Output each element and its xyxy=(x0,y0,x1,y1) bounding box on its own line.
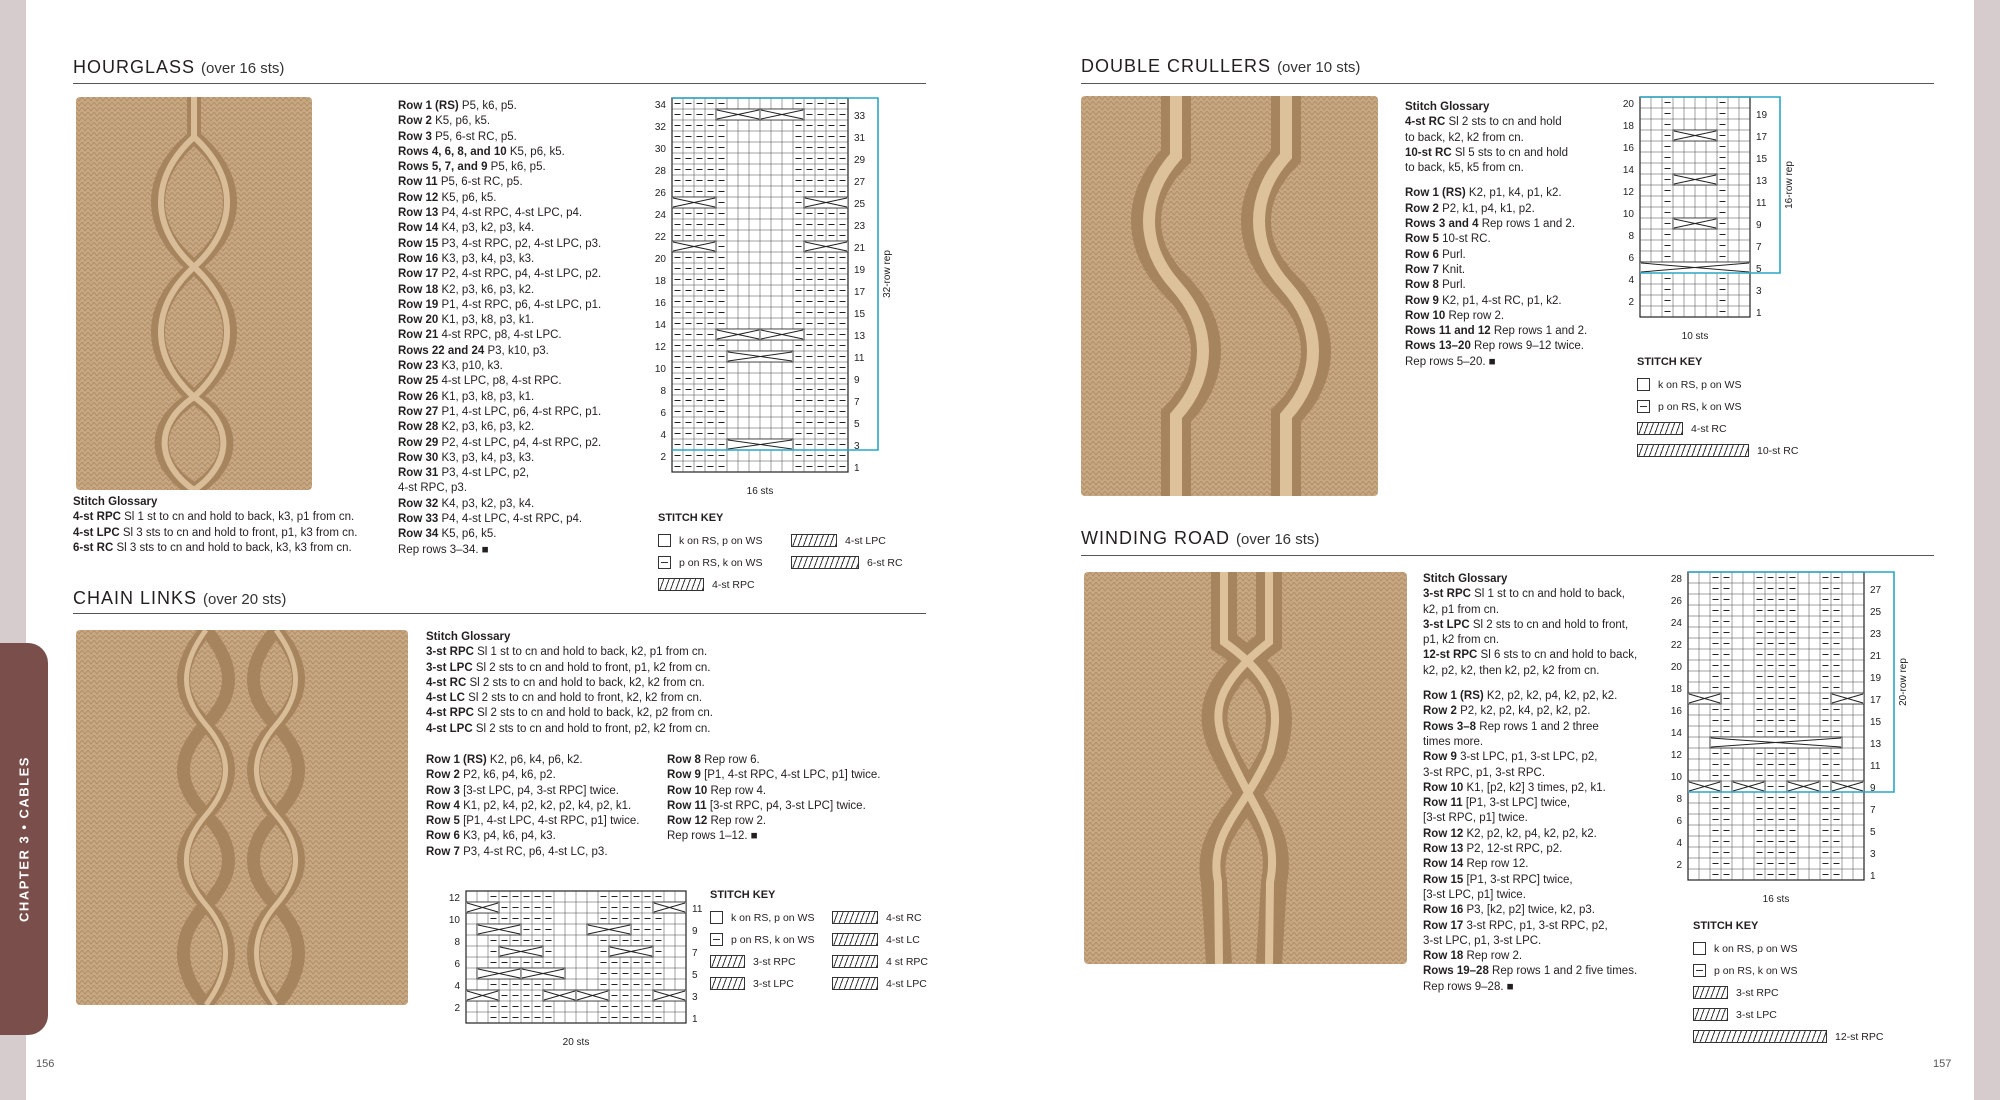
cable-symbol-icon xyxy=(791,534,837,547)
row-number-right: 5 xyxy=(1756,264,1762,275)
chart-width-label: 20 sts xyxy=(562,1037,590,1048)
row-number-right: 1 xyxy=(1756,308,1762,319)
instruction-line: Row 12 K2, p2, k2, p4, k2, p2, k2. xyxy=(1423,827,1597,840)
row-number-right: 13 xyxy=(1870,739,1882,750)
glossary-line: 4-st LPC Sl 2 sts to cn and hold to front, p2, k2 from cn. xyxy=(426,722,711,735)
heading-rule xyxy=(73,83,926,84)
cable-symbol-icon xyxy=(1637,422,1683,435)
instruction-line: Row 12 Rep row 2. xyxy=(667,815,767,828)
key-item-4st-lpc: 4-st LPC xyxy=(832,977,927,990)
chain-links-swatch-photo xyxy=(76,630,408,1005)
key-item-purl: p on RS, k on WS xyxy=(1693,964,1797,977)
instruction-line: Row 7 Knit. xyxy=(1405,263,1466,276)
instruction-line: Row 9 K2, p1, 4-st RC, p1, k2. xyxy=(1405,294,1562,307)
row-number-right: 11 xyxy=(692,904,703,915)
glossary-line: 3-st RPC Sl 1 st to cn and hold to back, xyxy=(1423,588,1626,601)
row-number-left: 24 xyxy=(1670,618,1682,629)
instruction-line: [3-st LPC, p1] twice. xyxy=(1423,888,1526,901)
instruction-line: [3-st RPC, p1] twice. xyxy=(1423,812,1528,825)
instruction-line: Row 32 K4, p3, k2, p3, k4. xyxy=(398,497,535,510)
instruction-line: Row 19 P1, 4-st RPC, p6, 4-st LPC, p1. xyxy=(398,298,602,311)
row-number-left: 6 xyxy=(454,959,460,970)
row-number-right: 27 xyxy=(854,177,866,188)
instruction-line: Row 6 K3, p4, k6, p4, k3. xyxy=(426,830,556,843)
instruction-line: Row 11 P5, 6-st RC, p5. xyxy=(398,176,523,189)
cable-symbol-icon xyxy=(1693,1008,1728,1021)
row-number-right: 7 xyxy=(854,397,860,408)
row-number-left: 18 xyxy=(654,276,666,287)
glossary-line: 4-st RPC Sl 2 sts to cn and hold to back, k2, p2 from cn. xyxy=(426,707,714,720)
instruction-line: Row 1 (RS) K2, p1, k4, p1, k2. xyxy=(1405,187,1562,200)
chart-width-label: 16 sts xyxy=(1762,894,1790,905)
instruction-line: Row 17 3-st RPC, p1, 3-st RPC, p2, xyxy=(1423,919,1608,932)
instruction-line: Row 31 P3, 4-st LPC, p2, xyxy=(398,467,530,480)
instruction-line: Rows 4, 6, 8, and 10 K5, p6, k5. xyxy=(398,145,565,158)
key-item-purl: p on RS, k on WS xyxy=(1637,400,1741,413)
row-number-left: 2 xyxy=(1628,297,1634,308)
instruction-line: Row 20 K1, p3, k8, p3, k1. xyxy=(398,314,535,327)
key-item-3st-lpc: 3-st LPC xyxy=(1693,1008,1777,1021)
chain-links-chart xyxy=(444,891,738,1051)
purl-symbol-icon xyxy=(710,933,723,946)
key-item-12st-rpc: 12-st RPC xyxy=(1693,1030,1883,1043)
cable-symbol-icon xyxy=(832,933,878,946)
instruction-line: Row 14 K4, p3, k2, p3, k4. xyxy=(398,222,535,235)
row-number-left: 14 xyxy=(1670,728,1682,739)
chapter-tab-label: CHAPTER 3 • CABLES xyxy=(16,756,32,922)
row-number-left: 2 xyxy=(454,1003,460,1014)
glossary-title: Stitch Glossary xyxy=(1405,101,1490,113)
key-item-3st-rpc: 3-st RPC xyxy=(710,955,796,968)
glossary-line: k2, p2, k2, then k2, p2, k2 from cn. xyxy=(1423,664,1600,677)
row-number-right: 21 xyxy=(1870,651,1882,662)
double-crullers-stitch-key xyxy=(1637,356,1857,457)
cable-symbol-icon xyxy=(710,977,745,990)
row-number-right: 23 xyxy=(1870,629,1882,640)
instruction-line: Row 3 [3-st LPC, p4, 3-st RPC] twice. xyxy=(426,784,620,797)
glossary-line: 3-st LPC Sl 2 sts to cn and hold to front, p1, k2 from cn. xyxy=(426,661,711,674)
instruction-line: Row 21 4-st RPC, p8, 4-st LPC. xyxy=(398,329,562,342)
row-number-left: 20 xyxy=(1622,99,1634,110)
chart-width-label: 10 sts xyxy=(1681,331,1709,342)
row-number-right: 17 xyxy=(1756,132,1768,143)
row-number-right: 13 xyxy=(1756,176,1768,187)
double-crullers-chart xyxy=(1618,97,1802,345)
instruction-line: Rows 19–28 Rep rows 1 and 2 five times. xyxy=(1423,965,1638,978)
key-item-6st-rc: 6-st RC xyxy=(791,556,903,569)
row-number-right: 21 xyxy=(854,243,866,254)
instruction-line: Rep rows 9–28. ■ xyxy=(1423,980,1514,993)
chain-links-instructions-col2 xyxy=(667,753,880,845)
hourglass-stitch-key xyxy=(658,512,938,592)
instruction-line: Row 16 P3, [k2, p2] twice, k2, p3. xyxy=(1423,904,1595,917)
chain-links-section xyxy=(73,588,929,1048)
row-number-right: 27 xyxy=(1870,585,1882,596)
instruction-line: 4-st RPC, p3. xyxy=(398,482,468,495)
chain-links-instructions-col1 xyxy=(426,753,639,860)
row-number-right: 1 xyxy=(854,463,860,474)
instruction-line: Row 1 (RS) K2, p6, k4, p6, k2. xyxy=(426,754,583,766)
row-number-right: 17 xyxy=(854,287,866,298)
row-number-left: 30 xyxy=(654,144,666,155)
instruction-line: Row 11 [P1, 3-st LPC] twice, xyxy=(1423,797,1571,810)
row-number-right: 15 xyxy=(1756,154,1768,165)
instruction-line: times more. xyxy=(1423,735,1484,748)
winding-road-title: WINDING ROAD xyxy=(1081,528,1230,548)
row-number-left: 18 xyxy=(1622,121,1634,132)
instruction-line: Rows 3 and 4 Rep rows 1 and 2. xyxy=(1405,218,1576,231)
knit-symbol-icon xyxy=(710,911,723,924)
cable-symbol-icon xyxy=(1637,444,1749,457)
right-page xyxy=(1000,0,2000,1100)
instruction-line: Row 7 P3, 4-st RC, p6, 4-st LC, p3. xyxy=(426,845,608,858)
purl-symbol-icon xyxy=(1693,964,1706,977)
instruction-line: Rep rows 3–34. ■ xyxy=(398,543,489,556)
glossary-line: 3-st RPC Sl 1 st to cn and hold to back, k2, p1 from cn. xyxy=(426,646,708,659)
stitch-chart-svg xyxy=(1618,97,1802,345)
hourglass-subtitle: (over 16 sts) xyxy=(201,60,285,77)
row-number-right: 1 xyxy=(1870,871,1876,882)
row-number-right: 5 xyxy=(1870,827,1876,838)
chapter-tab xyxy=(0,643,48,1035)
cable-symbol-icon xyxy=(710,955,745,968)
winding-road-text xyxy=(1423,572,1637,995)
row-number-right: 7 xyxy=(1756,242,1762,253)
row-number-left: 2 xyxy=(1676,860,1682,871)
instruction-line: Row 1 (RS) P5, k6, p5. xyxy=(398,100,517,112)
cable-symbol-icon xyxy=(832,911,878,924)
row-number-left: 12 xyxy=(654,342,666,353)
instruction-line: Row 12 K5, p6, k5. xyxy=(398,191,497,204)
key-item-purl: p on RS, k on WS xyxy=(658,556,762,569)
row-number-left: 8 xyxy=(454,937,460,948)
row-number-left: 6 xyxy=(660,408,666,419)
glossary-line: 6-st RC Sl 3 sts to cn and hold to back, k3, k3 from cn. xyxy=(73,541,352,554)
row-number-left: 32 xyxy=(654,122,666,133)
instruction-line: Rows 11 and 12 Rep rows 1 and 2. xyxy=(1405,325,1588,338)
key-item-10st-rc: 10-st RC xyxy=(1637,444,1798,457)
repeat-label: 16-row rep xyxy=(1784,161,1795,209)
instruction-line: Row 4 K1, p2, k4, p2, k2, p2, k4, p2, k1. xyxy=(426,799,632,812)
row-number-left: 4 xyxy=(1628,275,1634,286)
instruction-line: Row 3 P5, 6-st RC, p5. xyxy=(398,130,517,143)
glossary-line: 10-st RC Sl 5 sts to cn and hold xyxy=(1405,146,1569,159)
stitch-key-title: STITCH KEY xyxy=(710,889,776,901)
chain-links-title: CHAIN LINKS xyxy=(73,588,198,608)
row-number-right: 17 xyxy=(1870,695,1882,706)
instruction-line: Row 8 Rep row 6. xyxy=(667,754,760,766)
row-number-left: 34 xyxy=(654,100,666,111)
row-number-left: 14 xyxy=(654,320,666,331)
row-number-left: 18 xyxy=(1670,684,1682,695)
cable-symbol-icon xyxy=(1693,986,1728,999)
instruction-line: Rows 5, 7, and 9 P5, k6, p5. xyxy=(398,161,546,174)
row-number-left: 4 xyxy=(660,430,666,441)
knit-symbol-icon xyxy=(1693,942,1706,955)
instruction-line: Row 33 P4, 4-st LPC, 4-st RPC, p4. xyxy=(398,513,583,526)
stitch-key-title: STITCH KEY xyxy=(658,512,724,524)
instruction-line: Rows 3–8 Rep rows 1 and 2 three xyxy=(1423,720,1599,733)
winding-road-subtitle: (over 16 sts) xyxy=(1236,531,1320,548)
key-item-3st-rpc: 3-st RPC xyxy=(1693,986,1779,999)
glossary-line: p1, k2 from cn. xyxy=(1423,634,1500,647)
row-number-left: 16 xyxy=(1670,706,1682,717)
heading-rule xyxy=(73,613,926,614)
repeat-label: 32-row rep xyxy=(882,250,893,298)
instruction-line: Row 10 Rep row 4. xyxy=(667,784,767,797)
instruction-line: Rep rows 1–12. ■ xyxy=(667,830,758,843)
row-number-right: 3 xyxy=(692,992,698,1003)
glossary-title: Stitch Glossary xyxy=(1423,573,1508,585)
hourglass-title: HOURGLASS xyxy=(73,57,196,77)
glossary-title: Stitch Glossary xyxy=(426,631,511,643)
row-number-left: 2 xyxy=(660,452,666,463)
key-item-knit: k on RS, p on WS xyxy=(658,534,762,547)
row-number-right: 11 xyxy=(854,353,865,364)
instruction-line: Row 9 3-st LPC, p1, 3-st LPC, p2, xyxy=(1423,751,1598,764)
row-number-right: 19 xyxy=(854,265,866,276)
row-number-right: 23 xyxy=(854,221,866,232)
row-number-right: 7 xyxy=(1870,805,1876,816)
chart-width-label: 16 sts xyxy=(746,486,774,497)
row-number-left: 20 xyxy=(654,254,666,265)
row-number-left: 10 xyxy=(654,364,666,375)
instruction-line: Row 25 4-st LPC, p8, 4-st RPC. xyxy=(398,375,562,388)
row-number-right: 29 xyxy=(854,155,866,166)
row-number-left: 12 xyxy=(1622,187,1634,198)
instruction-line: Row 27 P1, 4-st LPC, p6, 4-st RPC, p1. xyxy=(398,405,602,418)
hourglass-heading xyxy=(73,57,284,78)
purl-symbol-icon xyxy=(658,556,671,569)
row-number-right: 15 xyxy=(854,309,866,320)
instruction-line: Row 30 K3, p3, k4, p3, k3. xyxy=(398,451,535,464)
instruction-line: Row 8 Purl. xyxy=(1405,279,1466,292)
chain-links-heading xyxy=(73,588,286,609)
instruction-line: Row 23 K3, p10, k3. xyxy=(398,360,503,373)
double-crullers-title: DOUBLE CRULLERS xyxy=(1081,56,1272,76)
double-crullers-section xyxy=(1081,56,1934,516)
instruction-line: Row 15 [P1, 3-st RPC] twice, xyxy=(1423,873,1573,886)
double-crullers-text xyxy=(1405,100,1587,370)
instruction-line: Row 5 10-st RC. xyxy=(1405,233,1491,246)
glossary-line: k2, p1 from cn. xyxy=(1423,603,1500,616)
instruction-line: Row 28 K2, p3, k6, p3, k2. xyxy=(398,421,535,434)
instruction-line: Row 2 K5, p6, k5. xyxy=(398,115,491,128)
key-item-4st-rc: 4-st RC xyxy=(832,911,922,924)
row-number-left: 12 xyxy=(1670,750,1682,761)
instruction-line: Row 6 Purl. xyxy=(1405,248,1466,261)
row-number-left: 8 xyxy=(660,386,666,397)
instruction-line: Rep rows 5–20. ■ xyxy=(1405,355,1496,368)
heading-rule xyxy=(1081,555,1934,556)
winding-road-section xyxy=(1081,528,1934,1058)
row-number-right: 11 xyxy=(1756,198,1767,209)
page-number-left: 156 xyxy=(36,1058,55,1070)
row-number-left: 4 xyxy=(454,981,460,992)
instruction-line: Row 29 P2, 4-st LPC, p4, 4-st RPC, p2. xyxy=(398,436,602,449)
key-item-4st-lc: 4-st LC xyxy=(832,933,920,946)
instruction-line: Row 15 P3, 4-st RPC, p2, 4-st LPC, p3. xyxy=(398,237,602,250)
glossary-line: 12-st RPC Sl 6 sts to cn and hold to back, xyxy=(1423,649,1638,662)
row-number-left: 8 xyxy=(1628,231,1634,242)
instruction-line: Row 18 K2, p3, k6, p3, k2. xyxy=(398,283,535,296)
row-number-left: 24 xyxy=(654,210,666,221)
double-crullers-swatch-photo xyxy=(1081,96,1378,496)
row-number-left: 4 xyxy=(1676,838,1682,849)
hourglass-instructions xyxy=(398,99,601,558)
key-item-purl: p on RS, k on WS xyxy=(710,933,814,946)
row-number-left: 28 xyxy=(1670,574,1682,585)
row-number-left: 28 xyxy=(654,166,666,177)
row-number-left: 22 xyxy=(1670,640,1682,651)
row-number-left: 14 xyxy=(1622,165,1634,176)
instruction-line: Row 26 K1, p3, k8, p3, k1. xyxy=(398,390,535,403)
row-number-left: 26 xyxy=(654,188,666,199)
row-number-right: 5 xyxy=(854,419,860,430)
row-number-right: 25 xyxy=(1870,607,1882,618)
key-item-knit: k on RS, p on WS xyxy=(1693,942,1797,955)
winding-road-stitch-key xyxy=(1693,920,1933,1050)
glossary-line: to back, k2, k2 from cn. xyxy=(1405,131,1524,144)
row-number-left: 10 xyxy=(1622,209,1634,220)
winding-road-heading xyxy=(1081,528,1319,549)
hourglass-section xyxy=(73,57,926,591)
key-item-3st-lpc: 3-st LPC xyxy=(710,977,794,990)
instruction-line: Row 16 K3, p3, k4, p3, k3. xyxy=(398,252,535,265)
heading-rule xyxy=(1081,83,1934,84)
instruction-line: Row 1 (RS) K2, p2, k2, p4, k2, p2, k2. xyxy=(1423,690,1618,703)
knit-symbol-icon xyxy=(658,534,671,547)
row-number-left: 12 xyxy=(448,893,460,904)
key-item-4st-rpc: 4-st RPC xyxy=(658,578,755,591)
row-number-right: 15 xyxy=(1870,717,1882,728)
instruction-line: Row 14 Rep row 12. xyxy=(1423,858,1529,871)
row-number-left: 22 xyxy=(654,232,666,243)
instruction-line: Rows 22 and 24 P3, k10, p3. xyxy=(398,344,549,357)
row-number-right: 5 xyxy=(692,970,698,981)
glossary-line: 3-st LPC Sl 2 sts to cn and hold to front, xyxy=(1423,618,1629,631)
instruction-line: Row 18 Rep row 2. xyxy=(1423,950,1523,963)
glossary-line: 4-st RC Sl 2 sts to cn and hold to back, k2, k2 from cn. xyxy=(426,676,705,689)
row-number-left: 26 xyxy=(1670,596,1682,607)
row-number-right: 19 xyxy=(1870,673,1882,684)
chain-links-subtitle: (over 20 sts) xyxy=(203,591,287,608)
row-number-right: 31 xyxy=(854,133,866,144)
stitch-chart-svg xyxy=(1666,572,1916,908)
hourglass-chart xyxy=(650,98,900,500)
instruction-line: Row 5 [P1, 4-st LPC, 4-st RPC, p1] twice. xyxy=(426,815,640,828)
instruction-line: 3-st RPC, p1, 3-st RPC. xyxy=(1423,766,1546,779)
instruction-line: Row 2 P2, k1, p4, k1, p2. xyxy=(1405,202,1535,215)
hourglass-glossary xyxy=(73,495,357,556)
instruction-line: Row 11 [3-st RPC, p4, 3-st LPC] twice. xyxy=(667,799,866,812)
instruction-line: 3-st LPC, p1, 3-st LPC. xyxy=(1423,934,1542,947)
row-number-left: 20 xyxy=(1670,662,1682,673)
instruction-line: Row 2 P2, k6, p4, k6, p2. xyxy=(426,769,556,782)
glossary-title: Stitch Glossary xyxy=(73,496,158,508)
instruction-line: Row 9 [P1, 4-st RPC, 4-st LPC, p1] twice. xyxy=(667,769,881,782)
stitch-key-title: STITCH KEY xyxy=(1637,356,1703,368)
row-number-right: 9 xyxy=(854,375,860,386)
chain-links-glossary xyxy=(426,630,713,737)
instruction-line: Row 17 P2, 4-st RPC, p4, 4-st LPC, p2. xyxy=(398,268,602,281)
cable-symbol-icon xyxy=(832,955,878,968)
cable-symbol-icon xyxy=(1693,1030,1827,1043)
winding-road-swatch-photo xyxy=(1084,572,1407,964)
key-item-4st-rc: 4-st RC xyxy=(1637,422,1727,435)
row-number-left: 8 xyxy=(1676,794,1682,805)
row-number-left: 16 xyxy=(1622,143,1634,154)
row-number-right: 25 xyxy=(854,199,866,210)
row-number-left: 6 xyxy=(1628,253,1634,264)
instruction-line: Row 2 P2, k2, p2, k4, p2, k2, p2. xyxy=(1423,705,1591,718)
chain-links-stitch-key xyxy=(710,889,950,999)
page-number-right: 157 xyxy=(1933,1058,1952,1070)
repeat-label: 20-row rep xyxy=(1898,658,1909,706)
instruction-line: Row 34 K5, p6, k5. xyxy=(398,528,497,541)
winding-road-chart xyxy=(1666,572,1916,908)
key-item-4st-rpc: 4 st RPC xyxy=(832,955,928,968)
instruction-line: Rows 13–20 Rep rows 9–12 twice. xyxy=(1405,340,1584,353)
knit-symbol-icon xyxy=(1637,378,1650,391)
key-item-4st-lpc: 4-st LPC xyxy=(791,534,886,547)
instruction-line: Row 13 P4, 4-st RPC, 4-st LPC, p4. xyxy=(398,207,583,220)
row-number-left: 10 xyxy=(448,915,460,926)
row-number-left: 6 xyxy=(1676,816,1682,827)
row-number-right: 1 xyxy=(692,1014,698,1025)
glossary-line: 4-st RC Sl 2 sts to cn and hold xyxy=(1405,116,1562,129)
key-item-knit: k on RS, p on WS xyxy=(710,911,814,924)
glossary-line: 4-st LC Sl 2 sts to cn and hold to front, k2, k2 from cn. xyxy=(426,692,703,705)
row-number-right: 3 xyxy=(854,441,860,452)
row-number-right: 33 xyxy=(854,111,866,122)
row-number-right: 7 xyxy=(692,948,698,959)
instruction-line: Row 13 P2, 12-st RPC, p2. xyxy=(1423,843,1563,856)
glossary-line: 4-st RPC Sl 1 st to cn and hold to back, k3, p1 from cn. xyxy=(73,511,355,524)
hourglass-swatch-photo xyxy=(76,97,312,490)
stitch-key-title: STITCH KEY xyxy=(1693,920,1759,932)
row-number-right: 9 xyxy=(1870,783,1876,794)
row-number-left: 10 xyxy=(1670,772,1682,783)
row-number-right: 3 xyxy=(1870,849,1876,860)
instruction-line: Row 10 K1, [p2, k2] 3 times, p2, k1. xyxy=(1423,781,1606,794)
row-number-left: 16 xyxy=(654,298,666,309)
row-number-right: 9 xyxy=(1756,220,1762,231)
page-edge xyxy=(1974,0,2000,1100)
purl-symbol-icon xyxy=(1637,400,1650,413)
row-number-right: 13 xyxy=(854,331,866,342)
row-number-right: 9 xyxy=(692,926,698,937)
glossary-line: to back, k5, k5 from cn. xyxy=(1405,162,1524,175)
glossary-line: 4-st LPC Sl 3 sts to cn and hold to front, p1, k3 from cn. xyxy=(73,526,358,539)
cable-symbol-icon xyxy=(832,977,878,990)
stitch-chart-svg xyxy=(650,98,900,500)
key-item-knit: k on RS, p on WS xyxy=(1637,378,1741,391)
double-crullers-subtitle: (over 10 sts) xyxy=(1277,59,1361,76)
stitch-chart-svg xyxy=(444,891,738,1051)
row-number-right: 19 xyxy=(1756,110,1768,121)
row-number-right: 3 xyxy=(1756,286,1762,297)
cable-symbol-icon xyxy=(791,556,859,569)
double-crullers-heading xyxy=(1081,56,1360,77)
instruction-line: Row 10 Rep row 2. xyxy=(1405,309,1505,322)
row-number-right: 11 xyxy=(1870,761,1881,772)
